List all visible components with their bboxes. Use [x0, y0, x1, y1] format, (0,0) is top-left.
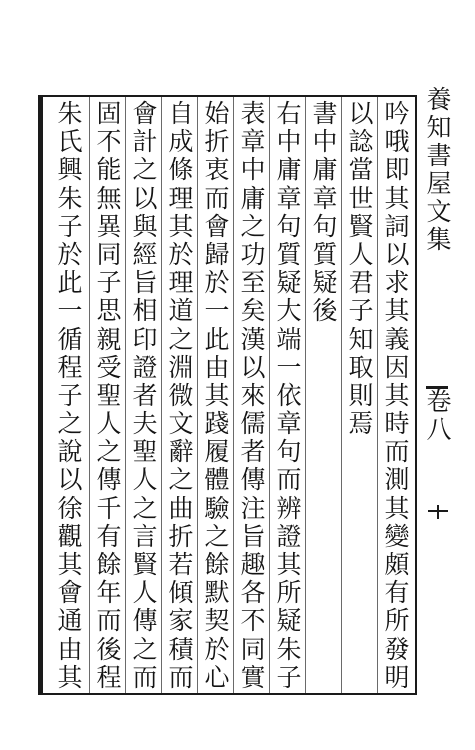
character: 同	[240, 634, 266, 664]
character: 中	[312, 127, 338, 157]
character: 人	[132, 465, 158, 495]
character: 後	[312, 296, 338, 326]
character: 者	[132, 380, 158, 410]
character: 能	[96, 155, 122, 185]
character: 歸	[204, 239, 230, 269]
character: 夫	[132, 409, 158, 439]
character: 年	[96, 578, 122, 608]
character: 淵	[168, 352, 194, 382]
frame-top-border	[38, 95, 417, 97]
character: 會	[204, 211, 230, 241]
character: 君	[348, 268, 374, 298]
character: 取	[348, 352, 374, 382]
character: 朱	[276, 634, 302, 664]
character: 右	[276, 99, 302, 128]
character: 說	[57, 437, 83, 467]
character: 庸	[312, 155, 338, 185]
character: 章	[312, 183, 338, 213]
character: 漢	[240, 324, 266, 354]
text-column-4	[272, 100, 306, 692]
character: 其	[168, 211, 194, 241]
character: 其	[384, 380, 410, 410]
page-number-mark	[428, 505, 448, 519]
character: 庸	[276, 155, 302, 185]
margin-title	[421, 86, 457, 254]
character: 而	[96, 606, 122, 636]
character: 千	[96, 493, 122, 523]
character: 傳	[132, 606, 158, 636]
text-column-9	[92, 100, 126, 692]
character: 所	[384, 606, 410, 636]
character: 以	[384, 239, 410, 269]
text-column-8	[128, 100, 162, 692]
character: 集	[426, 225, 452, 254]
text-column-1	[380, 100, 414, 692]
character: 依	[276, 380, 302, 410]
character: 世	[348, 183, 374, 213]
character: 變	[384, 521, 410, 551]
character: 人	[96, 409, 122, 439]
character: 句	[312, 211, 338, 241]
character: 頗	[384, 550, 410, 579]
character: 子	[348, 296, 374, 326]
character: 其	[57, 550, 83, 579]
character: 同	[96, 239, 122, 269]
character: 章	[276, 409, 302, 439]
character: 賢	[132, 550, 158, 579]
character: 之	[96, 437, 122, 467]
character: 其	[384, 296, 410, 326]
character: 句	[276, 437, 302, 467]
character: 哦	[384, 127, 410, 157]
character: 餘	[204, 550, 230, 579]
character: 之	[132, 493, 158, 523]
character: 此	[57, 268, 83, 298]
character: 而	[384, 437, 410, 467]
character: 辨	[276, 493, 302, 523]
character: 矣	[240, 296, 266, 326]
character: 其	[57, 662, 83, 692]
character: 旨	[132, 268, 158, 298]
character: 文	[426, 197, 452, 226]
character: 理	[168, 183, 194, 213]
character: 庸	[240, 183, 266, 213]
character: 傳	[96, 465, 122, 495]
character: 履	[204, 437, 230, 467]
character: 而	[132, 662, 158, 692]
character: 之	[132, 634, 158, 664]
character: 義	[384, 324, 410, 354]
character: 知	[348, 324, 374, 354]
character: 明	[384, 662, 410, 692]
character: 朱	[57, 183, 83, 213]
character: 之	[132, 155, 158, 185]
character: 折	[168, 521, 194, 551]
character: 之	[57, 409, 83, 439]
character: 聖	[96, 380, 122, 410]
character: 功	[240, 239, 266, 269]
character: 興	[57, 155, 83, 185]
character: 自	[168, 99, 194, 128]
character: 以	[348, 99, 374, 128]
character: 中	[240, 155, 266, 185]
character: 至	[240, 268, 266, 298]
character: 各	[240, 578, 266, 608]
character: 餘	[96, 550, 122, 579]
character: 不	[96, 127, 122, 157]
character: 實	[240, 662, 266, 692]
character: 始	[204, 99, 230, 128]
character: 於	[57, 239, 83, 269]
character: 疑	[312, 268, 338, 298]
character: 子	[276, 662, 302, 692]
character: 一	[57, 296, 83, 326]
character: 驗	[204, 493, 230, 523]
character: 句	[276, 211, 302, 241]
character: 固	[96, 99, 122, 128]
character: 道	[168, 296, 194, 326]
character: 質	[312, 239, 338, 269]
character: 人	[348, 239, 374, 269]
character: 傾	[168, 578, 194, 608]
character: 通	[57, 606, 83, 636]
text-column-3	[308, 100, 342, 326]
character: 於	[204, 268, 230, 298]
character: 卷	[426, 387, 452, 416]
character: 默	[204, 578, 230, 608]
character: 循	[57, 324, 83, 354]
character: 來	[240, 380, 266, 410]
character: 發	[384, 634, 410, 664]
character: 章	[240, 127, 266, 157]
character: 所	[276, 578, 302, 608]
character: 大	[276, 296, 302, 326]
character: 即	[384, 155, 410, 185]
character: 言	[132, 521, 158, 551]
character: 徐	[57, 493, 83, 523]
character: 之	[204, 521, 230, 551]
character: 文	[168, 409, 194, 439]
character: 其	[384, 493, 410, 523]
character: 端	[276, 324, 302, 354]
character: 體	[204, 465, 230, 495]
character: 其	[384, 183, 410, 213]
character: 家	[168, 606, 194, 636]
character: 者	[240, 437, 266, 467]
character: 計	[132, 127, 158, 157]
character: 成	[168, 127, 194, 157]
character: 思	[96, 296, 122, 326]
character: 諗	[348, 127, 374, 157]
character: 子	[57, 380, 83, 410]
character: 知	[426, 113, 452, 142]
character: 之	[168, 465, 194, 495]
character: 人	[132, 578, 158, 608]
character: 表	[240, 99, 266, 128]
character: 由	[204, 352, 230, 382]
character: 證	[132, 352, 158, 382]
character: 詞	[384, 211, 410, 241]
frame-left-border	[38, 95, 43, 695]
character: 會	[57, 578, 83, 608]
character: 章	[276, 183, 302, 213]
character: 時	[384, 409, 410, 439]
character: 子	[57, 211, 83, 241]
margin-volume	[421, 388, 457, 444]
character: 踐	[204, 409, 230, 439]
character: 因	[384, 352, 410, 382]
character: 子	[96, 268, 122, 298]
character: 此	[204, 324, 230, 354]
text-column-2	[344, 100, 378, 438]
character: 契	[204, 606, 230, 636]
text-column-5	[236, 100, 270, 692]
character: 有	[384, 578, 410, 608]
character: 注	[240, 493, 266, 523]
character: 疑	[276, 268, 302, 298]
column-divider	[89, 97, 90, 693]
character: 受	[96, 352, 122, 382]
character: 經	[132, 239, 158, 269]
character: 之	[168, 324, 194, 354]
character: 相	[132, 296, 158, 326]
character: 以	[240, 352, 266, 382]
character: 一	[204, 296, 230, 326]
character: 朱	[57, 99, 83, 128]
character: 程	[96, 662, 122, 692]
character: 以	[132, 183, 158, 213]
character: 異	[96, 211, 122, 241]
character: 不	[240, 606, 266, 636]
character: 印	[132, 324, 158, 354]
character: 於	[168, 239, 194, 269]
character: 養	[426, 85, 452, 114]
character: 一	[276, 352, 302, 382]
character: 而	[168, 662, 194, 692]
character: 其	[276, 550, 302, 579]
character: 而	[204, 183, 230, 213]
character: 觀	[57, 521, 83, 551]
character: 由	[57, 634, 83, 664]
character: 當	[348, 155, 374, 185]
character: 心	[204, 662, 230, 692]
character: 折	[204, 127, 230, 157]
character: 書	[426, 141, 452, 170]
character: 其	[204, 380, 230, 410]
character: 而	[276, 465, 302, 495]
character: 吟	[384, 99, 410, 128]
character: 質	[276, 239, 302, 269]
character: 疑	[276, 606, 302, 636]
character: 積	[168, 634, 194, 664]
character: 理	[168, 268, 194, 298]
character: 無	[96, 183, 122, 213]
character: 證	[276, 521, 302, 551]
character: 賢	[348, 211, 374, 241]
character: 與	[132, 211, 158, 241]
character: 旨	[240, 521, 266, 551]
character: 聖	[132, 437, 158, 467]
character: 傳	[240, 465, 266, 495]
character: 後	[96, 634, 122, 664]
character: 曲	[168, 493, 194, 523]
character: 於	[204, 634, 230, 664]
character: 有	[96, 521, 122, 551]
character: 條	[168, 155, 194, 185]
text-column-10	[53, 100, 87, 692]
text-column-6	[200, 100, 234, 692]
character: 中	[276, 127, 302, 157]
character: 八	[426, 415, 452, 444]
character: 屋	[426, 169, 452, 198]
character: 會	[132, 99, 158, 128]
character: 則	[348, 380, 374, 410]
character: 若	[168, 550, 194, 579]
character: 以	[57, 465, 83, 495]
character: 焉	[348, 409, 374, 439]
character: 氏	[57, 127, 83, 157]
character: 之	[240, 211, 266, 241]
character: 微	[168, 380, 194, 410]
character: 書	[312, 99, 338, 128]
character: 親	[96, 324, 122, 354]
character: 衷	[204, 155, 230, 185]
character: 儒	[240, 409, 266, 439]
character: 趣	[240, 550, 266, 579]
character: 測	[384, 465, 410, 495]
text-column-7	[164, 100, 198, 692]
character: 求	[384, 268, 410, 298]
character: 程	[57, 352, 83, 382]
character: 辭	[168, 437, 194, 467]
